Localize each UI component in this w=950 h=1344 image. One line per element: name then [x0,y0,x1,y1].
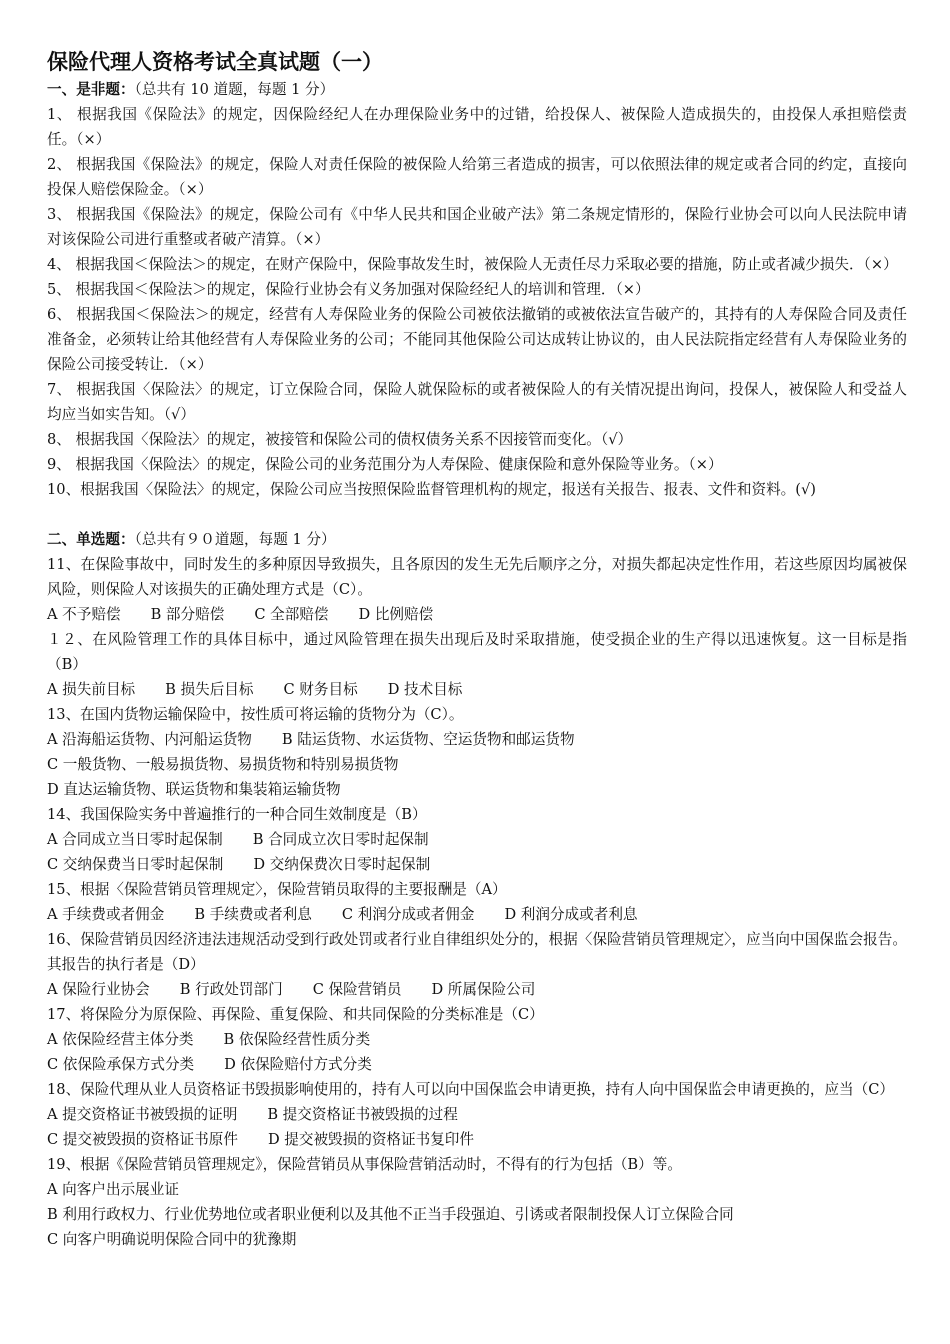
document-title: 保险代理人资格考试全真试题（一） [47,50,383,74]
option-row [47,1027,907,1052]
answer-option: B 依保险经营性质分类 [223,1031,371,1048]
question-item: 15、根据〈保险营销员管理规定〉，保险营销员取得的主要报酬是（A） [47,881,507,898]
option-row [47,677,907,702]
option-row [47,827,907,852]
option-row [47,777,907,802]
single-choice-list [47,552,907,1252]
question-item: １２、在风险管理工作的具体目标中，通过风险管理在损失出现后及时采取措施，使受损企业的生产得以迅速恢复。这一目标是指（B） [47,631,907,673]
answer-option: A 沿海船运货物、内河船运货物 [47,731,252,748]
answer-option: A 不予赔偿 [47,606,121,623]
question-item: 18、保险代理从业人员资格证书毁损影响使用的，持有人可以向中国保监会申请更换，持有人向中国保监会申请更换的，应当（C） [47,1081,894,1098]
question-item: 4、 根据我国＜保险法＞的规定，在财产保险中，保险事故发生时，被保险人无责任尽力采取必要的措施，防止或者减少损失．（×） [47,256,898,273]
option-row [47,977,907,1002]
option-row [47,1177,907,1202]
answer-option: D 提交被毁损的资格证书复印件 [267,1131,474,1148]
option-row [47,902,907,927]
answer-option: B 利用行政权力、行业优势地位或者职业便利以及其他不正当手段强迫、引诱或者限制投保人订立保险合同 [47,1206,734,1223]
document-page [47,48,907,1252]
question-item: 1、 根据我国《保险法》的规定，因保险经纪人在办理保险业务中的过错，给投保人、被保险人造成损失的，由投保人承担赔偿责任。（×） [47,106,907,148]
question-item: 2、 根据我国《保险法》的规定，保险人对责任保险的被保险人给第三者造成的损害，可以依照法律的规定或者合同的约定，直接向投保人赔偿保险金。（×） [47,156,907,198]
section-heading-true-false [47,77,907,102]
answer-option: C 提交被毁损的资格证书原件 [47,1131,238,1148]
question-item: 11、在保险事故中，同时发生的多种原因导致损失，且各原因的发生无先后顺序之分，对损失都起决定性作用，若这些原因均属被保风险，则保险人对该损失的正确处理方式是（C）。 [47,556,907,598]
answer-option: B 部分赔偿 [150,606,225,623]
answer-option: D 直达运输货物、联运货物和集装箱运输货物 [47,781,341,798]
question-item: 6、 根据我国＜保险法＞的规定，经营有人寿保险业务的保险公司被依法撤销的或被依法宣告破产的，其持有的人寿保险合同及责任准备金，必须转让给其他经营有人寿保险业务的公司；不能同其他保险公司达成转让协议的，由人民法院指定经营有人寿保险业务的保险公司接受转让．（×） [47,306,907,373]
section-note: （总共有 10 道题，每题 1 分） [134,81,335,98]
answer-option: B 合同成立次日零时起保制 [252,831,429,848]
question-item: 5、 根据我国＜保险法＞的规定，保险行业协会有义务加强对保险经纪人的培训和管理．（×） [47,281,650,298]
option-row [47,752,907,777]
answer-option: A 依保险经营主体分类 [47,1031,194,1048]
answer-option: C 交纳保费当日零时起保制 [47,856,224,873]
question-item: 17、将保险分为原保险、再保险、重复保险、和共同保险的分类标准是（C） [47,1006,544,1023]
answer-option: A 提交资格证书被毁损的证明 [47,1106,238,1123]
option-row [47,1127,907,1152]
true-false-list [47,102,907,502]
answer-option: C 保险营销员 [312,981,402,998]
section-heading-single-choice [47,527,907,552]
answer-option: B 行政处罚部门 [179,981,283,998]
answer-option: B 损失后目标 [165,681,254,698]
answer-option: D 技术目标 [387,681,463,698]
option-row [47,602,907,627]
answer-option: A 向客户出示展业证 [47,1181,179,1198]
answer-option: A 手续费或者佣金 [47,906,165,923]
answer-option: D 利润分成或者利息 [504,906,638,923]
option-row [47,727,907,752]
answer-option: C 全部赔偿 [254,606,329,623]
option-row [47,852,907,877]
answer-option: B 手续费或者利息 [194,906,312,923]
question-item: 7、 根据我国〈保险法〉的规定，订立保险合同，保险人就保险标的或者被保险人的有关情况提出询问，投保人，被保险人和受益人均应当如实告知。（√） [47,381,907,423]
answer-option: C 依保险承保方式分类 [47,1056,195,1073]
answer-option: C 向客户明确说明保险合同中的犹豫期 [47,1231,297,1248]
answer-option: A 保险行业协会 [47,981,150,998]
question-item: 14、我国保险实务中普遍推行的一种合同生效制度是（B） [47,806,427,823]
option-row [47,1102,907,1127]
spacer [47,502,907,527]
question-item: 10、根据我国〈保险法〉的规定，保险公司应当按照保险监督管理机构的规定，报送有关报告、报表、文件和资料。(√) [47,481,816,498]
question-item: 19、根据《保险营销员管理规定》，保险营销员从事保险营销活动时，不得有的行为包括（B）等。 [47,1156,682,1173]
answer-option: D 所属保险公司 [431,981,536,998]
answer-option: C 财务目标 [283,681,358,698]
question-item: 9、 根据我国〈保险法〉的规定，保险公司的业务范围分为人寿保险、健康保险和意外保险等业务。（×） [47,456,723,473]
answer-option: D 交纳保费次日零时起保制 [253,856,431,873]
answer-option: A 合同成立当日零时起保制 [47,831,223,848]
section-title: 一、是非题： [47,81,135,98]
answer-option: B 提交资格证书被毁损的过程 [267,1106,458,1123]
option-row [47,1202,907,1227]
answer-option: B 陆运货物、水运货物、空运货物和邮运货物 [281,731,575,748]
answer-option: D 比例赔偿 [358,606,434,623]
section-title: 二、单选题： [47,531,135,548]
question-item: 8、 根据我国〈保险法〉的规定，被接管和保险公司的债权债务关系不因接管而变化。（√） [47,431,633,448]
answer-option: A 损失前目标 [47,681,136,698]
question-item: 13、在国内货物运输保险中，按性质可将运输的货物分为（C）。 [47,706,464,723]
answer-option: C 一般货物、一般易损货物、易损货物和特别易损货物 [47,756,399,773]
answer-option: C 利润分成或者佣金 [341,906,475,923]
option-row [47,1227,907,1252]
question-item: 3、 根据我国《保险法》的规定，保险公司有《中华人民共和国企业破产法》第二条规定情形的，保险行业协会可以向人民法院申请对该保险公司进行重整或者破产清算。（×） [47,206,907,248]
option-row [47,1052,907,1077]
section-note: （总共有９０道题，每题 1 分） [134,531,336,548]
question-item: 16、保险营销员因经济违法违规活动受到行政处罚或者行业自律组织处分的，根据〈保险营销员管理规定〉，应当向中国保监会报告。其报告的执行者是（D） [47,931,907,973]
answer-option: D 依保险赔付方式分类 [224,1056,372,1073]
